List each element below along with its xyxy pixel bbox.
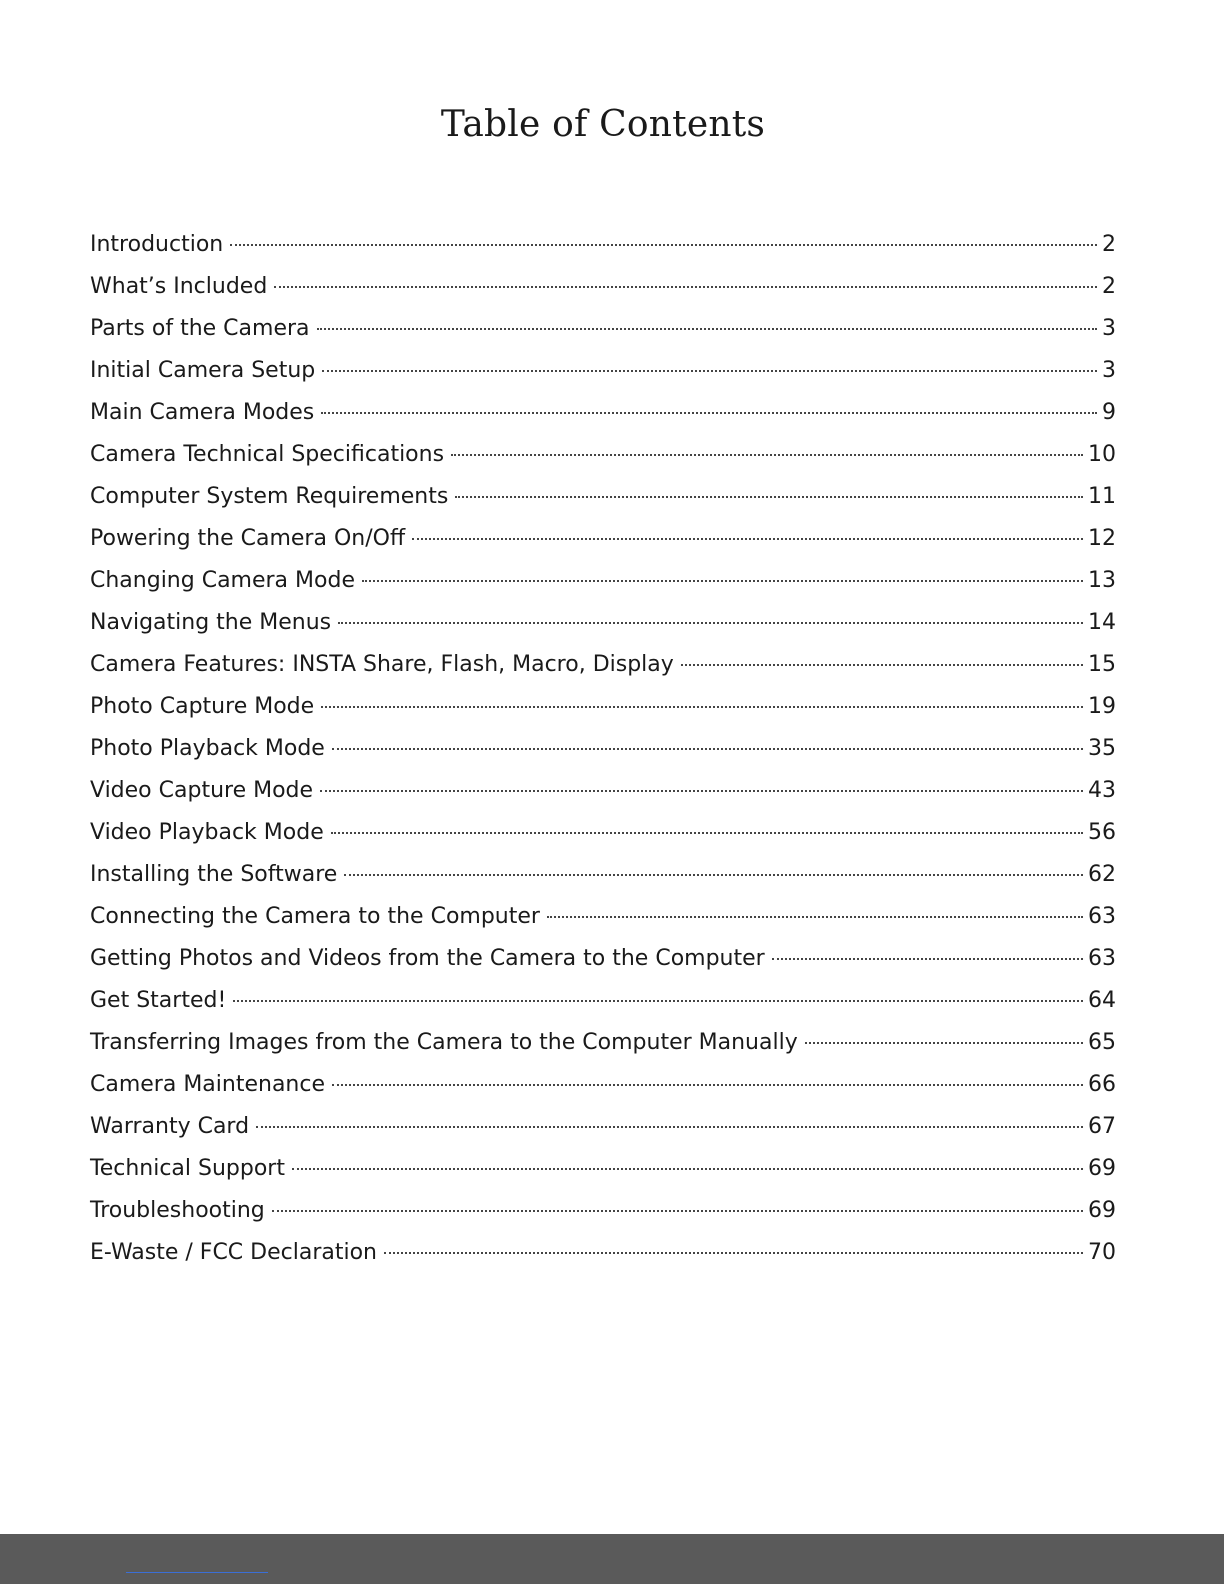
toc-entry[interactable] [90, 518, 1116, 560]
toc-dot-leader [344, 871, 1083, 876]
toc-entry-label: Main Camera Modes [90, 400, 315, 425]
toc-entry-label: Introduction [90, 232, 224, 257]
toc-dot-leader [292, 1165, 1083, 1170]
toc-entry-page-number: 3 [1102, 316, 1116, 341]
footer-bar [0, 1534, 1224, 1584]
toc-entry-page-number: 56 [1088, 820, 1116, 845]
toc-entry[interactable] [90, 644, 1116, 686]
toc-entry-page-number: 9 [1102, 400, 1116, 425]
toc-dot-leader [233, 997, 1083, 1002]
toc-entry[interactable] [90, 896, 1116, 938]
toc-entry[interactable] [90, 1064, 1116, 1106]
toc-entry-page-number: 63 [1088, 904, 1116, 929]
toc-entry-label: Installing the Software [90, 862, 338, 887]
toc-entry[interactable] [90, 728, 1116, 770]
toc-entry-label: Initial Camera Setup [90, 358, 316, 383]
toc-entry-label: Camera Maintenance [90, 1072, 326, 1097]
toc-entry[interactable] [90, 602, 1116, 644]
toc-dot-leader [317, 325, 1097, 330]
toc-dot-leader [451, 451, 1083, 456]
toc-entry[interactable] [90, 812, 1116, 854]
toc-entry[interactable] [90, 308, 1116, 350]
toc-dot-leader [331, 829, 1083, 834]
toc-dot-leader [274, 283, 1097, 288]
toc-entry-page-number: 43 [1088, 778, 1116, 803]
toc-entry-label: Connecting the Camera to the Computer [90, 904, 540, 929]
toc-entry-label: Camera Features: INSTA Share, Flash, Macro, Display [90, 652, 674, 677]
toc-entry-page-number: 19 [1088, 694, 1116, 719]
toc-entry-page-number: 15 [1088, 652, 1116, 677]
toc-entry-page-number: 35 [1088, 736, 1116, 761]
toc-entry-page-number: 3 [1102, 358, 1116, 383]
toc-entry-label: Video Playback Mode [90, 820, 324, 845]
toc-entry-label: Get Started! [90, 988, 227, 1013]
toc-entry[interactable] [90, 350, 1116, 392]
toc-entry-page-number: 12 [1088, 526, 1116, 551]
toc-entry-page-number: 69 [1088, 1198, 1116, 1223]
toc-entry-page-number: 69 [1088, 1156, 1116, 1181]
toc-entry-label: Powering the Camera On/Off [90, 526, 406, 551]
toc-dot-leader [320, 787, 1083, 792]
toc-dot-leader [547, 913, 1083, 918]
toc-entry[interactable] [90, 266, 1116, 308]
toc-dot-leader [230, 241, 1097, 246]
toc-entry[interactable] [90, 1148, 1116, 1190]
toc-entry[interactable] [90, 434, 1116, 476]
toc-entry-page-number: 2 [1102, 232, 1116, 257]
toc-dot-leader [322, 367, 1097, 372]
toc-entry[interactable] [90, 224, 1116, 266]
toc-entry-page-number: 10 [1088, 442, 1116, 467]
table-of-contents [90, 224, 1116, 1274]
toc-entry[interactable] [90, 1190, 1116, 1232]
toc-dot-leader [362, 577, 1083, 582]
toc-entry-page-number: 63 [1088, 946, 1116, 971]
toc-dot-leader [681, 661, 1083, 666]
toc-entry-label: Changing Camera Mode [90, 568, 355, 593]
toc-dot-leader [338, 619, 1083, 624]
toc-entry-label: Camera Technical Specifications [90, 442, 445, 467]
toc-entry[interactable] [90, 980, 1116, 1022]
toc-dot-leader [805, 1039, 1083, 1044]
toc-entry-label: Technical Support [90, 1156, 285, 1181]
toc-entry-page-number: 2 [1102, 274, 1116, 299]
toc-entry[interactable] [90, 938, 1116, 980]
toc-entry-label: Computer System Requirements [90, 484, 449, 509]
toc-dot-leader [272, 1207, 1083, 1212]
toc-entry-page-number: 62 [1088, 862, 1116, 887]
toc-entry-page-number: 65 [1088, 1030, 1116, 1055]
toc-dot-leader [455, 493, 1083, 498]
toc-entry-page-number: 64 [1088, 988, 1116, 1013]
toc-dot-leader [412, 535, 1083, 540]
toc-entry[interactable] [90, 854, 1116, 896]
page-title: Table of Contents [440, 104, 766, 145]
toc-entry[interactable] [90, 1106, 1116, 1148]
toc-dot-leader [332, 745, 1083, 750]
toc-entry-label: What’s Included [90, 274, 268, 299]
toc-entry-label: Getting Photos and Videos from the Camera to the Computer [90, 946, 765, 971]
toc-entry-label: Navigating the Menus [90, 610, 332, 635]
toc-entry-label: Photo Playback Mode [90, 736, 325, 761]
toc-entry-page-number: 66 [1088, 1072, 1116, 1097]
toc-entry-label: Parts of the Camera [90, 316, 310, 341]
toc-dot-leader [384, 1249, 1083, 1254]
footer-link-underline[interactable] [126, 1572, 268, 1573]
toc-entry-page-number: 11 [1088, 484, 1116, 509]
toc-entry[interactable] [90, 392, 1116, 434]
toc-entry-page-number: 67 [1088, 1114, 1116, 1139]
toc-entry-page-number: 70 [1088, 1240, 1116, 1265]
toc-entry-label: Transferring Images from the Camera to the Computer Manually [90, 1030, 798, 1055]
toc-dot-leader [321, 409, 1097, 414]
toc-entry[interactable] [90, 1232, 1116, 1274]
toc-entry-page-number: 13 [1088, 568, 1116, 593]
toc-dot-leader [321, 703, 1083, 708]
toc-dot-leader [332, 1081, 1083, 1086]
toc-entry[interactable] [90, 476, 1116, 518]
toc-dot-leader [256, 1123, 1083, 1128]
toc-entry-label: Video Capture Mode [90, 778, 314, 803]
toc-entry[interactable] [90, 686, 1116, 728]
toc-entry-label: Photo Capture Mode [90, 694, 315, 719]
toc-entry-page-number: 14 [1088, 610, 1116, 635]
toc-dot-leader [772, 955, 1083, 960]
toc-entry[interactable] [90, 1022, 1116, 1064]
toc-entry-label: E-Waste / FCC Declaration [90, 1240, 377, 1265]
toc-entry-label: Troubleshooting [90, 1198, 265, 1223]
toc-entry[interactable] [90, 770, 1116, 812]
toc-entry[interactable] [90, 560, 1116, 602]
toc-entry-label: Warranty Card [90, 1114, 250, 1139]
